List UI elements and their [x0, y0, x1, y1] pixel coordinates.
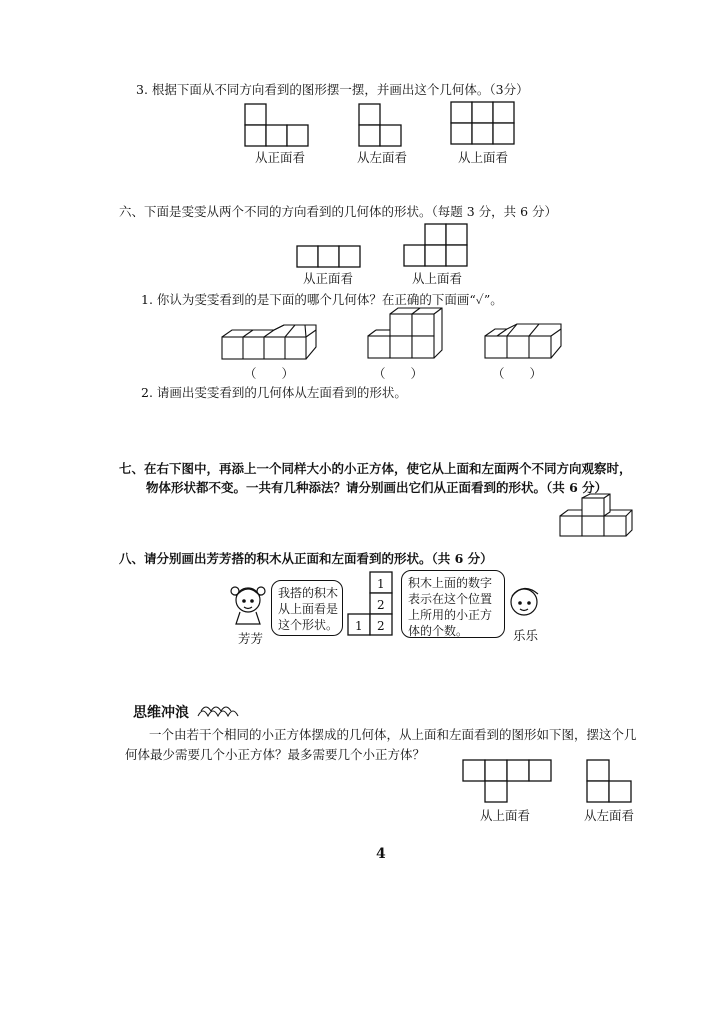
s6-caption-front: 从正面看: [303, 271, 354, 286]
s6-answer-a[interactable]: （ ）: [244, 366, 295, 381]
q3-left-view: [359, 104, 403, 148]
s6-answer-c[interactable]: （ ）: [492, 366, 543, 381]
s6-solid-a: [222, 325, 322, 365]
q3-caption-left: 从左面看: [357, 150, 408, 165]
grid-number: 2: [377, 598, 385, 612]
think-caption-left: 从左面看: [584, 808, 635, 823]
wave-decoration-icon: [197, 702, 239, 720]
s7-line2: 物体形状都不变。一共有几种添法？请分别画出它们从正面看到的形状。（共 6 分）: [146, 480, 608, 495]
s6-q2: 2. 请画出雯雯看到的几何体从左面看到的形状。: [141, 385, 407, 400]
think-caption-top: 从上面看: [480, 808, 531, 823]
q3-caption-top: 从上面看: [458, 150, 509, 165]
boy-speech-bubble: 积木上面的数字 表示在这个位置 上所用的小正方 体的个数。: [401, 570, 505, 638]
s6-title: 六、下面是雯雯从两个不同的方向看到的几何体的形状。（每题 3 分，共 6 分）: [119, 204, 558, 219]
think-heading: 思维冲浪: [133, 705, 189, 721]
think-line2: 何体最少需要几个小正方体？最多需要几个小正方体？: [125, 747, 426, 762]
s6-front-view: [297, 246, 363, 270]
think-top-view: [463, 760, 553, 804]
s6-q1: 1. 你认为雯雯看到的是下面的哪个几何体？在正确的下面画“✓”。: [141, 292, 503, 307]
q3-caption-front: 从正面看: [255, 150, 306, 165]
s6-caption-top: 从上面看: [412, 271, 463, 286]
think-left-view: [587, 760, 633, 804]
q3-title: 3. 根据下面从不同方向看到的图形摆一摆，并画出这个几何体。（3分）: [136, 82, 529, 97]
girl-figure-icon: [228, 582, 268, 626]
q3-front-view: [245, 104, 311, 148]
s6-answer-b[interactable]: （ ）: [373, 366, 424, 381]
think-line1: 一个由若干个相同的小正方体摆成的几何体，从上面和左面看到的图形如下图，摆这个几: [149, 727, 637, 742]
s7-solid: [560, 494, 635, 544]
boy-name: 乐乐: [513, 628, 539, 643]
girl-speech-bubble: 我搭的积木 从上面看是 这个形状。: [271, 580, 343, 636]
grid-number: 1: [377, 577, 385, 591]
s8-title: 八、请分别画出芳芳搭的积木从正面和左面看到的形状。（共 6 分）: [119, 551, 493, 566]
q3-top-view: [451, 102, 517, 146]
girl-name: 芳芳: [238, 631, 264, 646]
s6-solid-c: [485, 324, 570, 364]
grid-number: 2: [377, 619, 385, 633]
grid-number: 1: [355, 619, 363, 633]
s6-solid-b: [368, 308, 448, 363]
s6-top-view: [404, 224, 470, 268]
boy-figure-icon: [506, 584, 544, 624]
page-number: 4: [376, 846, 386, 862]
s7-line1: 七、在右下图中，再添上一个同样大小的小正方体，使它从上面和左面两个不同方向观察时，: [119, 461, 632, 476]
